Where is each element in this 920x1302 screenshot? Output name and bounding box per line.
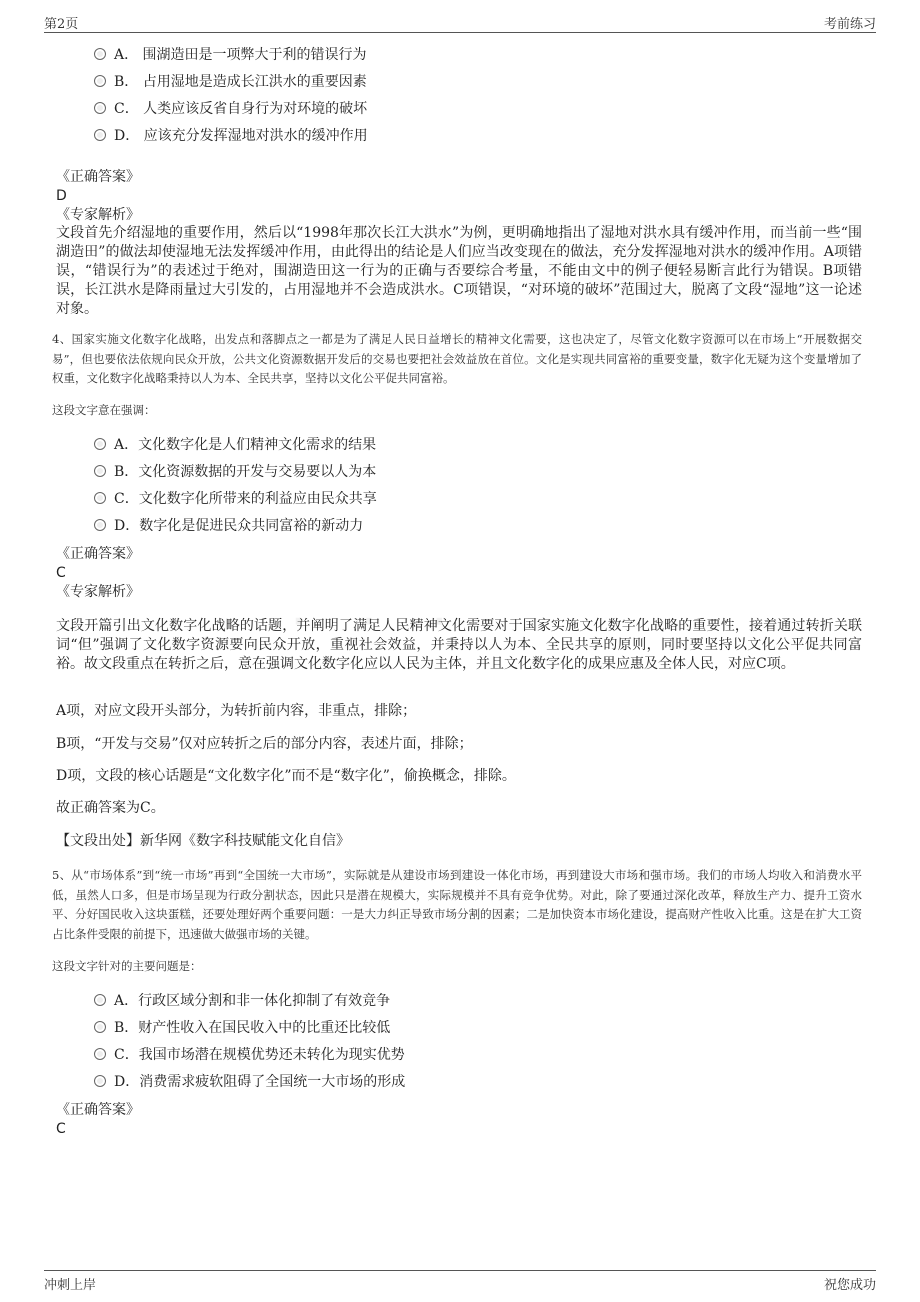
q5-option-a[interactable]: A．行政区域分割和非一体化抑制了有效竞争 — [94, 992, 390, 1010]
watermark: · · · — [290, 590, 466, 653]
radio-icon[interactable] — [94, 1048, 106, 1060]
radio-icon[interactable] — [94, 994, 106, 1006]
q4-analysis: 文段开篇引出文化数字化战略的话题，并阐明了满足人民精神文化需要对于国家实施文化数字化战略的重要性，接着通过转折关联词“但”强调了文化数字资源要向民众开放，重视社会效益，并秉持以人为本、全民共享的原则，同时要坚持以文化公平促共同富裕。故文段重点在转折之后，意在强调文化数字化应以人民为主体，并且文化数字化的成果应惠及全体人民，对应C项。 — [56, 618, 862, 672]
q5-option-d[interactable]: D．消费需求疲软阻碍了全国统一大市场的形成 — [94, 1073, 405, 1091]
q3-option-c[interactable]: C． 人类应该反省自身行为对环境的破坏 — [94, 100, 367, 118]
radio-icon[interactable] — [94, 75, 106, 87]
q4-note-a: A项，对应文段开头部分，为转折前内容，非重点，排除； — [56, 703, 417, 719]
q4-option-c[interactable]: C．文化数字化所带来的利益应由民众共享 — [94, 490, 377, 508]
q3-option-b[interactable]: B． 占用湿地是造成长江洪水的重要因素 — [94, 73, 367, 91]
q4-option-b[interactable]: B．文化资源数据的开发与交易要以人为本 — [94, 463, 376, 481]
q5-stem: 5、从“市场体系”到“统一市场”再到“全国统一大市场”，实际就是从建设市场到建设一体化市场，再到建设大市场和强市场。我们的市场人均收入和消费水平低，虽然人口多，但是市场呈现为行政分割状态，因此只是潜在规模大，实际规模并不具有竞争优势。对此，除了要通过深化改革，释放生产力、提升工资水平、分好国民收入这块蛋糕，还要处理好两个重要问题：一是大力纠正导致市场分割的因素；二是加快资本市场化建设，提高财产性收入比重。这是在扩大工资占比条件受限的前提下，迅速做大做强市场的关键。 — [52, 868, 862, 941]
q5-answer: C — [56, 1121, 66, 1137]
q3-answer-label: 《正确答案》 — [56, 169, 140, 185]
radio-icon[interactable] — [94, 438, 106, 450]
radio-icon[interactable] — [94, 48, 106, 60]
q5-question: 这段文字针对的主要问题是： — [52, 959, 202, 973]
header-rule — [44, 32, 876, 33]
q5-option-b[interactable]: B．财产性收入在国民收入中的比重还比较低 — [94, 1019, 390, 1037]
radio-icon[interactable] — [94, 492, 106, 504]
q5-option-c[interactable]: C．我国市场潜在规模优势还未转化为现实优势 — [94, 1046, 405, 1064]
q4-question: 这段文字意在强调： — [52, 403, 156, 417]
footer-rule — [44, 1270, 876, 1271]
q4-option-a[interactable]: A．文化数字化是人们精神文化需求的结果 — [94, 436, 376, 454]
q4-note-b: B项，“开发与交易”仅对应转折之后的部分内容，表述片面，排除； — [56, 736, 473, 752]
q4-answer-label: 《正确答案》 — [56, 546, 140, 562]
q3-option-a[interactable]: A． 围湖造田是一项弊大于利的错误行为 — [94, 46, 367, 64]
q3-answer: D — [56, 188, 67, 204]
footer-right: 祝您成功 — [823, 1278, 876, 1293]
page-number: 第2页 — [44, 17, 79, 32]
q4-answer: C — [56, 565, 66, 581]
q4-option-d[interactable]: D．数字化是促进民众共同富裕的新动力 — [94, 517, 363, 535]
radio-icon[interactable] — [94, 102, 106, 114]
q3-analysis-label: 《专家解析》 — [56, 207, 140, 223]
header-title: 考前练习 — [823, 17, 876, 32]
q4-analysis-label: 《专家解析》 — [56, 584, 140, 600]
footer-left: 冲刺上岸 — [44, 1278, 97, 1293]
radio-icon[interactable] — [94, 129, 106, 141]
radio-icon[interactable] — [94, 465, 106, 477]
q5-answer-label: 《正确答案》 — [56, 1102, 140, 1118]
q4-source: 【文段出处】新华网《数字科技赋能文化自信》 — [56, 833, 350, 849]
q4-conclusion: 故正确答案为C。 — [56, 800, 165, 816]
radio-icon[interactable] — [94, 519, 106, 531]
radio-icon[interactable] — [94, 1021, 106, 1033]
q4-stem: 4、国家实施文化数字化战略，出发点和落脚点之一都是为了满足人民日益增长的精神文化需要，这也决定了，尽管文化数字资源可以在市场上“开展数据交易”，但也要依法依规向民众开放，公共文化资源数据开发后的交易也要把社会效益放在首位。文化是实现共同富裕的重要变量，数字化无疑为这个变量增加了权重，文化数字化战略秉持以人为本、全民共享，坚持以文化公平促共同富裕。 — [52, 332, 862, 385]
q4-note-d: D项，文段的核心话题是“文化数字化”而不是“数字化”，偷换概念，排除。 — [56, 768, 516, 784]
radio-icon[interactable] — [94, 1075, 106, 1087]
q3-analysis: 文段首先介绍湿地的重要作用，然后以“1998年那次长江大洪水”为例，更明确地指出了湿地对洪水具有缓冲作用，而当前一些“围湖造田”的做法却使湿地无法发挥缓冲作用，由此得出的结论是人们应当改变现在的做法，充分发挥湿地对洪水的缓冲作用。A项错误，“错误行为”的表述过于绝对，围湖造田这一行为的正确与否要综合考量，不能由文中的例子便轻易断言此行为错误。B项错误，长江洪水是降雨量过大引发的，占用湿地并不会造成洪水。C项错误，“对环境的破坏”范围过大，脱离了文段“湿地”这一论述对象。 — [56, 225, 862, 317]
q3-option-d[interactable]: D． 应该充分发挥湿地对洪水的缓冲作用 — [94, 127, 368, 145]
